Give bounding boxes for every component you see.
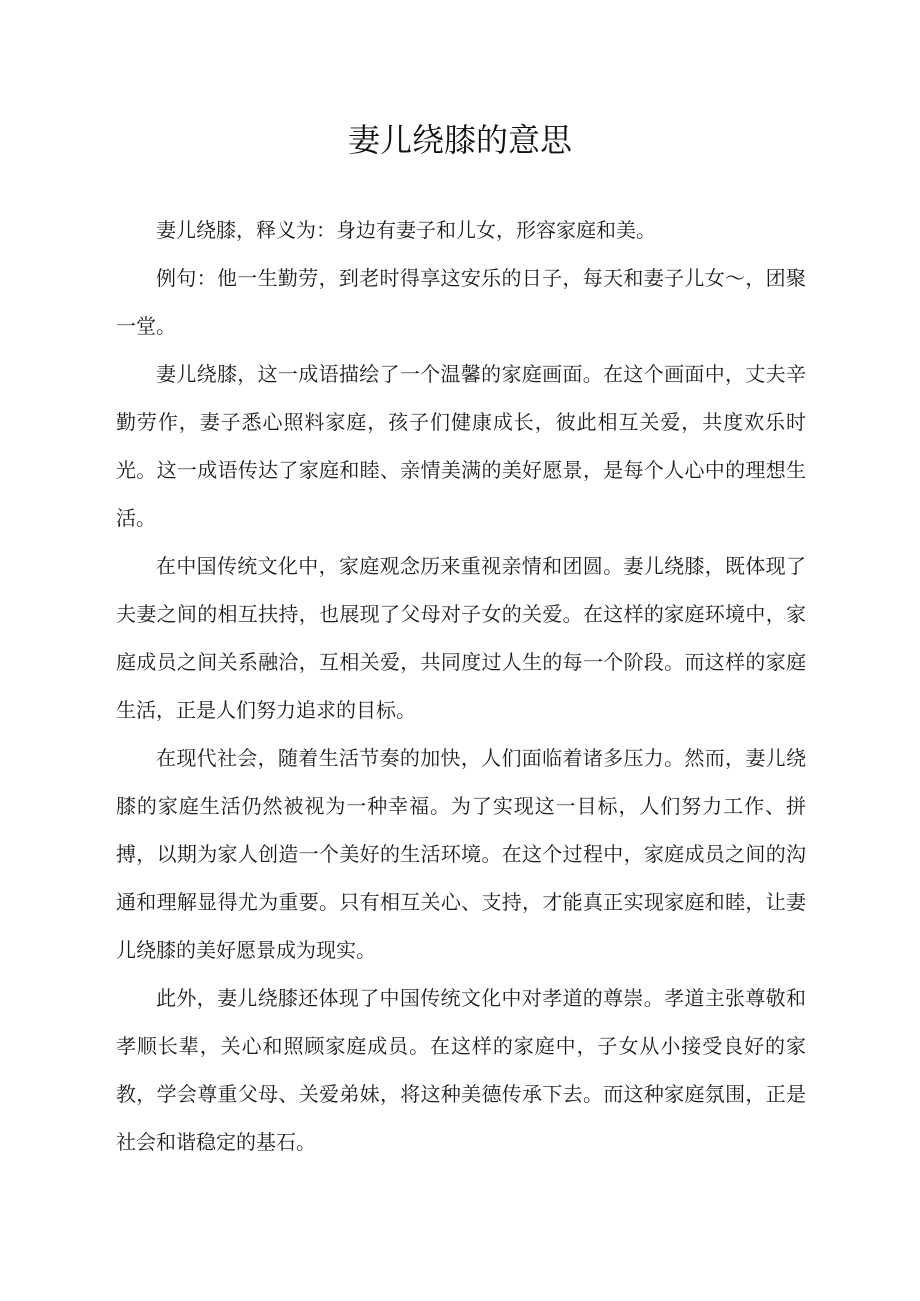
document-body <box>116 206 806 1166</box>
paragraph-modern: 在现代社会，随着生活节奏的加快，人们面临着诸多压力。然而，妻儿绕膝的家庭生活仍然被视为一种幸福。为了实现这一目标，人们努力工作、拼搏，以期为家人创造一个美好的生活环境。在这个过程中，家庭成员之间的沟通和理解显得尤为重要。只有相互关心、支持，才能真正实现家庭和睦，让妻儿绕膝的美好愿景成为现实。 <box>116 746 806 962</box>
paragraph-definition: 妻儿绕膝，释义为：身边有妻子和儿女，形容家庭和美。 <box>156 218 656 242</box>
page-title: 妻儿绕膝的意思 <box>347 121 572 159</box>
paragraph-description: 妻儿绕膝，这一成语描绘了一个温馨的家庭画面。在这个画面中，丈夫辛勤劳作，妻子悉心照料家庭，孩子们健康成长，彼此相互关爱，共度欢乐时光。这一成语传达了家庭和睦、亲情美满的美好愿景，是每个人心中的理想生活。 <box>116 362 806 530</box>
paragraph-filial-piety: 此外，妻儿绕膝还体现了中国传统文化中对孝道的尊崇。孝道主张尊敬和孝顺长辈，关心和照顾家庭成员。在这样的家庭中，子女从小接受良好的家教，学会尊重父母、关爱弟妹，将这种美德传承下去。而这种家庭氛围，正是社会和谐稳定的基石。 <box>116 986 806 1154</box>
paragraph-tradition: 在中国传统文化中，家庭观念历来重视亲情和团圆。妻儿绕膝，既体现了夫妻之间的相互扶持，也展现了父母对子女的关爱。在这样的家庭环境中，家庭成员之间关系融洽，互相关爱，共同度过人生的每一个阶段。而这样的家庭生活，正是人们努力追求的目标。 <box>116 554 806 722</box>
paragraph-example: 例句：他一生勤劳，到老时得享这安乐的日子，每天和妻子儿女～，团聚一堂。 <box>116 266 806 338</box>
